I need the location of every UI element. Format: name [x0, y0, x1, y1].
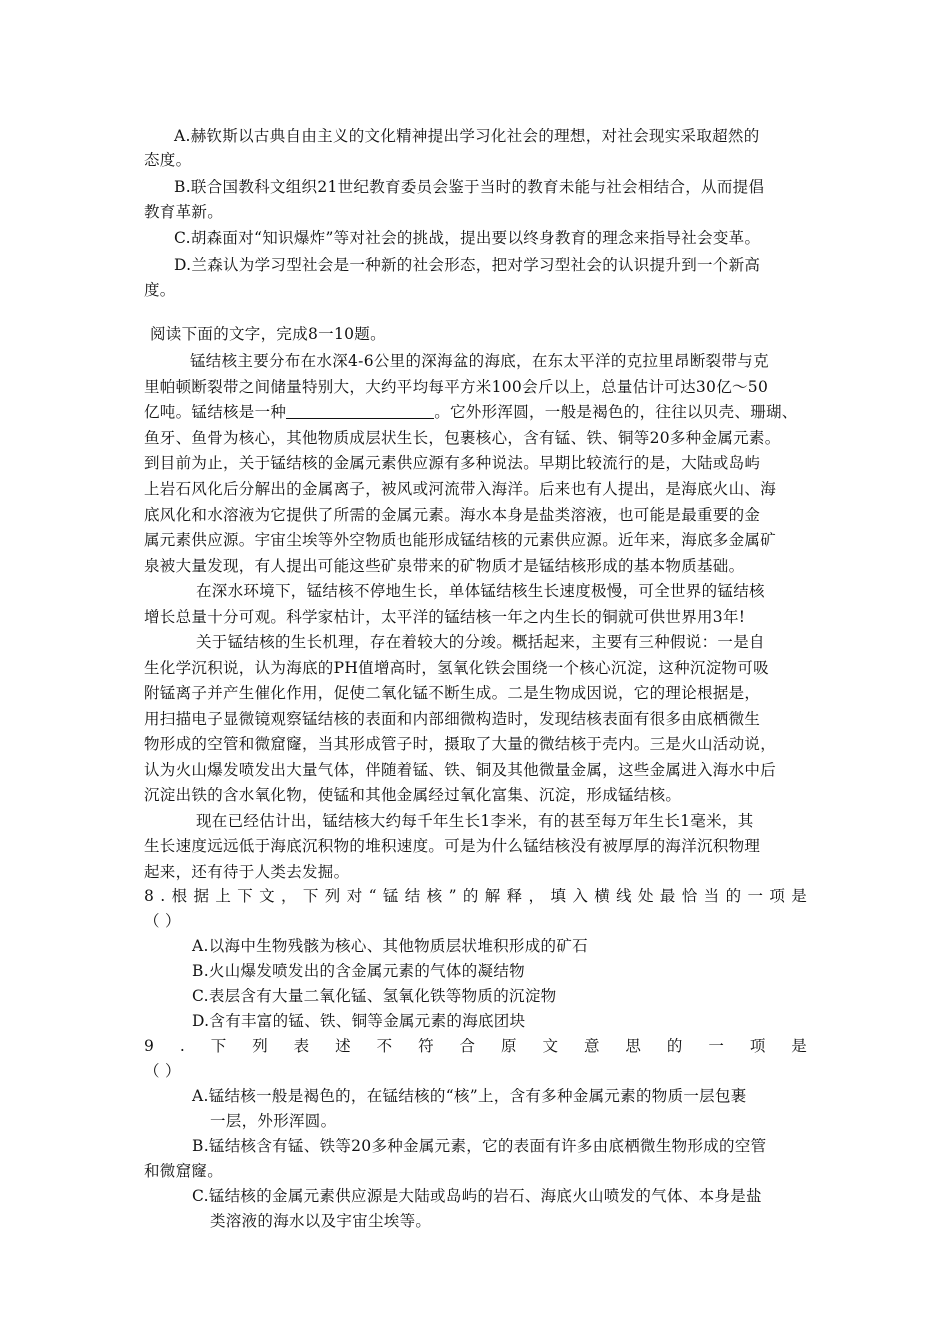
q8-stem-char: 锰	[382, 887, 399, 905]
passage-p1-line8: 属元素供应源。宇宙尘埃等外空物质也能形成锰结核的元素供应源。近年来，海底多金属矿	[144, 531, 777, 549]
q9-option-c-line2: 类溶液的海水以及宇宙尘埃等。	[210, 1212, 432, 1230]
q9-stem-char: 是	[791, 1037, 807, 1055]
passage-p2-line2: 增长总量十分可观。科学家枯计，太平洋的锰结核一年之内生长的铜就可供世界用3年!	[144, 608, 746, 626]
q9-stem-char: .	[179, 1037, 185, 1055]
q8-stem-char: 是	[791, 887, 807, 905]
q8-stem-char: 恰	[681, 887, 698, 905]
q8-stem-char: 对	[346, 887, 363, 905]
q9-stem-char: 符	[418, 1037, 434, 1055]
q7-option-b-line2: 教育革新。	[144, 203, 224, 221]
q9-stem-char: 一	[708, 1037, 724, 1055]
q8-stem-char: .	[160, 887, 166, 905]
q9-option-b-line2: 和微窟窿。	[144, 1162, 224, 1180]
q8-stem-char: 处	[638, 887, 654, 905]
q9-option-a-line2: 一层，外形浑圆。	[210, 1112, 337, 1130]
q8-stem-char: 入	[572, 887, 588, 905]
passage-p4-line2: 生长速度远远低于海底沉积物的堆积速度。可是为什么锰结核没有被厚厚的海洋沉积物理	[144, 837, 761, 855]
q9-stem-char: 项	[749, 1037, 766, 1055]
q8-stem-char: 横	[594, 887, 610, 905]
q8-stem-char: 的	[725, 887, 742, 905]
q8-stem-char: ，	[281, 887, 297, 905]
q9-stem-char: 表	[293, 1037, 310, 1055]
q8-stem-char: 解	[484, 887, 501, 905]
passage-p1-line5: 到目前为止，关于锰结核的金属元素供应源有多种说法。早期比较流行的是，大陆或岛屿	[144, 454, 761, 472]
q8-stem-char: 文	[259, 887, 275, 905]
q8-stem-char: “	[368, 887, 377, 905]
q9-stem-char: 下	[210, 1037, 227, 1055]
passage-p3-line6: 认为火山爆发喷发出大量气体，伴随着锰、铁、铜及其他微量金属，这些金属进入海水中后	[144, 761, 777, 779]
q7-option-a-line2: 态度。	[144, 151, 192, 169]
q8-stem-char: 当	[703, 887, 720, 905]
q9-stem-char: 9	[144, 1037, 154, 1055]
q8-stem-char: 一	[747, 887, 763, 905]
passage-p3-line2: 生化学沉积说，认为海底的PH值增高时，氢氧化铁会围绕一个核心沉淀，这种沉淀物可吸	[144, 659, 769, 677]
answer-blank	[286, 402, 434, 419]
q8-option-a: A.以海中生物残骸为核心、其他物质层状堆积形成的矿石	[192, 937, 588, 955]
q9-stem-char: 述	[335, 1037, 351, 1055]
passage-p3-line1: 关于锰结核的生长机理，存在着较大的分竣。概括起来，主要有三种假说：一是自	[196, 633, 765, 651]
q8-stem-char: 线	[616, 887, 632, 905]
passage-p1-line3-end: 。它外形浑圆，一般是褐色的，往往以贝壳、珊瑚、	[434, 403, 798, 421]
q9-option-c-line1: C.锰结核的金属元素供应源是大陆或岛屿的岩石、海底火山喷发的气体、本身是盐	[192, 1187, 762, 1205]
q8-answer-paren: （ ）	[144, 912, 181, 930]
q8-stem-char: 核	[426, 887, 443, 905]
q7-option-a-line1: A.赫钦斯以古典自由主义的文化精神提出学习化社会的理想，对社会现实采取超然的	[174, 127, 760, 145]
q8-stem-char: 最	[659, 887, 676, 905]
q7-option-b-line1: B.联合国教科文组织21世纪教育委员会鉴于当时的教育未能与社会相结合，从而提倡	[174, 178, 765, 196]
passage-p1-line3-start: 亿吨。锰结核是一种	[144, 403, 287, 421]
q8-stem-char: 的	[462, 887, 479, 905]
q7-option-d-line2: 度。	[144, 281, 176, 299]
q8-stem-char: 上	[215, 887, 231, 905]
passage-p1-line3	[0, 400, 950, 424]
q8-stem	[144, 884, 807, 908]
passage-p1-line7: 底风化和水溶液为它提供了所需的金属元素。海水本身是盐类溶液，也可能是最重要的金	[144, 506, 761, 524]
q9-stem-char: 的	[666, 1037, 683, 1055]
passage-p4-line3: 起来，还有待于人类去发掘。	[144, 863, 350, 881]
q8-stem-char: 结	[404, 887, 421, 905]
q9-stem-char: 合	[459, 1037, 476, 1055]
q9-stem-char: 文	[542, 1037, 558, 1055]
q9-option-a-line1: A.锰结核一般是褐色的，在锰结核的“核”上，含有多种金属元素的物质一层包裹	[192, 1087, 747, 1105]
q9-stem-char: 原	[501, 1037, 517, 1055]
q9-stem-char: 列	[252, 1037, 268, 1055]
q9-answer-paren: （ ）	[144, 1062, 181, 1080]
q7-option-d-line1: D.兰森认为学习型社会是一种新的社会形态，把对学习型社会的认识提升到一个新高	[174, 256, 761, 274]
q8-stem-char: 列	[324, 887, 341, 905]
passage-p2-line1: 在深水环境下，锰结核不停地生长，单体锰结核生长速度极慢，可全世界的锰结核	[196, 582, 765, 600]
q8-stem-char: ”	[448, 887, 457, 905]
q7-option-c-line1: C.胡森面对“知识爆炸”等对社会的挑战，提出要以终身教育的理念来指导社会变革。	[174, 229, 761, 247]
q8-stem-char: 下	[237, 887, 253, 905]
passage-p1-line2: 里帕顿断裂带之间储量特别大，大约平均每平方米100会斤以上，总量估计可达30亿～50	[144, 378, 769, 396]
passage-p3-line4: 用扫描电子显微镜观察锰结核的表面和内部细微构造时，发现结核表面有很多由底栖微生	[144, 710, 761, 728]
passage-p3-line7: 沉淀出铁的含水氧化物，使锰和其他金属经过氧化富集、沉淀，形成锰结核。	[144, 786, 682, 804]
q8-stem-char: 下	[302, 887, 319, 905]
passage-p3-line3: 附锰离子并产生催化作用，促使二氧化锰不断生成。二是生物成因说，它的理论根据是，	[144, 684, 761, 702]
q8-stem-char: 项	[769, 887, 785, 905]
q8-stem-char: 释	[506, 887, 523, 905]
passage-p3-line5: 物形成的空管和微窟窿，当其形成管子时，摄取了大量的微结核于壳内。三是火山活动说，	[144, 735, 777, 753]
q8-option-b: B.火山爆发喷发出的含金属元素的气体的凝结物	[192, 962, 525, 980]
q9-stem-char: 思	[625, 1037, 641, 1055]
passage-p4-line1: 现在已经估计出，锰结核大约每千年生长1李米，有的甚至每万年生长1毫米，其	[196, 812, 754, 830]
q8-stem-char: 据	[193, 887, 209, 905]
passage-p1-line6: 上岩石风化后分解出的金属离子，被风或河流带入海洋。后来也有人提出，是海底火山、海	[144, 480, 777, 498]
q9-stem-char: 不	[376, 1037, 393, 1055]
q8-stem-char: 填	[550, 887, 566, 905]
passage-p1-line9: 泉被大量发现，有人提出可能这些矿泉带来的矿物质才是锰结核形成的基本物质基础。	[144, 557, 745, 575]
q8-stem-char: 8	[144, 887, 154, 905]
q8-stem-char: ，	[528, 887, 545, 905]
q8-option-c: C.表层含有大量二氧化锰、氢氧化铁等物质的沉淀物	[192, 987, 557, 1005]
q8-stem-char: 根	[171, 887, 188, 905]
q8-option-d: D.含有丰富的锰、铁、铜等金属元素的海底团块	[192, 1012, 526, 1030]
q9-option-b-line1: B.锰结核含有锰、铁等20多种金属元素，它的表面有许多由底栖微生物形成的空管	[192, 1137, 767, 1155]
passage-p1-line1: 锰结核主要分布在水深4-6公里的深海盆的海底，在东太平洋的克拉里昂断裂带与克	[190, 352, 769, 370]
q9-stem-char: 意	[583, 1037, 600, 1055]
passage-p1-line4: 鱼牙、鱼骨为核心，其他物质成层状生长，包裹核心，含有锰、铁、铜等20多种金属元素。	[144, 429, 781, 447]
passage-intro: 阅读下面的文字，完成8一10题。	[150, 325, 386, 343]
q9-stem	[144, 1034, 807, 1058]
